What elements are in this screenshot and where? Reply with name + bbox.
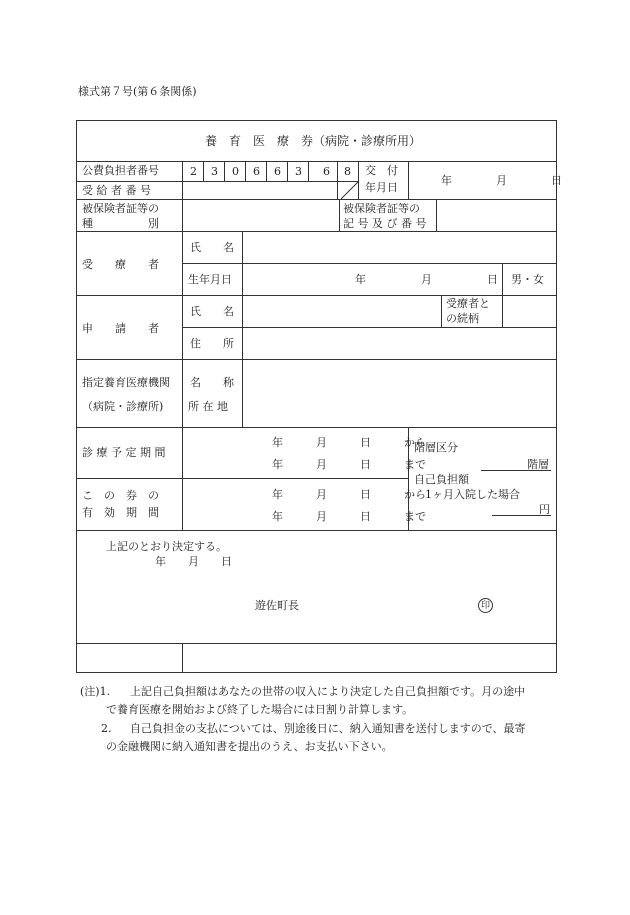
patient-section-label: 受 療 者 [82,258,159,271]
income-class-label: 階層区分 [414,441,458,454]
rule [287,161,288,181]
applicant-address-label: 住 所 [190,337,234,350]
birth-date-value: 年 月 日 [355,273,498,286]
note-2-text: の金融機関に納入通知書を提出のうえ、お支払い下さい。 [106,740,393,753]
self-burden-label: 自己負担額 [414,473,469,486]
note-1-text: 上記自己負担額はあなたの世帯の収入により決定した自己負担額です。月の途中 [130,685,526,698]
birth-date-label: 生年月日 [188,273,232,286]
treatment-period-from: 年 月 日 から [272,436,426,449]
document-title: 養 育 医 療 券（病院・診療所用） [205,134,422,148]
rule [76,199,557,200]
insurance-number-label: 被保険者証等の [343,202,420,215]
form-number-label: 様式第７号(第６条関係) [78,85,197,98]
rule [224,161,225,181]
rule [76,643,557,644]
rule [182,263,557,264]
payer-digit: 3 [295,165,302,178]
rule [339,199,340,231]
relationship-label: の続柄 [446,312,479,325]
validity-period-label: 有 効 期 間 [82,506,159,519]
rule [76,295,557,296]
rule [182,427,183,530]
institution-name-label: 名 称 [190,376,234,389]
seal-icon: 印 [478,598,493,613]
note-2-label: 2. [101,722,112,735]
institution-address-label: 所 在 地 [188,400,228,413]
applicant-name-label: 氏 名 [190,305,234,318]
income-class-blank [481,470,551,471]
decision-date: 年 月 日 [155,555,232,568]
validity-period-from: 年 月 日 から [272,488,426,501]
rule [308,161,309,181]
insurance-type-label: 種 別 [82,217,159,230]
rule [502,263,503,327]
rule [266,161,267,181]
note-1-label: (注)1. [80,685,111,698]
public-payer-number-label: 公費負担者番号 [82,164,159,177]
rule [182,327,557,328]
rule [76,427,557,428]
rule [182,231,183,427]
payer-digit: 6 [274,165,281,178]
amount-blank [492,515,551,516]
rule [182,199,183,231]
issuer-name: 遊佐町長 [255,599,299,612]
rule [408,161,409,199]
rule [245,161,246,181]
rule [203,161,204,181]
recipient-number-label: 受 給 者 番 号 [82,184,151,197]
rule [76,181,358,182]
validity-period-label: こ の 券 の [82,489,159,502]
insurance-number-label: 記 号 及 び 番 号 [343,217,427,230]
rule [182,161,183,199]
rule [76,359,557,360]
rule [76,231,557,232]
issue-date-label: 年月日 [365,181,398,194]
note-1-text: で養育医療を開始および終了した場合には日割り計算します。 [106,703,414,716]
rule [76,530,557,531]
treatment-period-label: 診 療 予 定 期 間 [82,446,166,459]
rule [436,199,437,231]
validity-period-to: 年 月 日 まで [272,510,426,523]
issue-date-value: 年 月 日 [441,174,562,187]
sex-field: 男・女 [511,273,544,286]
rule [76,161,557,162]
institution-section-label: （病院・診療所) [82,400,164,413]
rule [182,643,183,673]
rule [242,231,243,427]
applicant-section-label: 申 請 者 [82,322,159,335]
rule [441,295,442,327]
payer-digit: 6 [253,165,260,178]
institution-section-label: 指定養育医療機関 [82,376,170,389]
payer-digit: 6 [323,165,330,178]
decision-text: 上記のとおり決定する。 [106,540,227,553]
monthly-admission-label: 1ヶ月入院した場合 [425,488,520,501]
payer-digit: 3 [211,165,218,178]
issue-date-label: 交 付 [365,164,398,177]
rule [76,478,408,479]
rule [337,161,338,199]
yen-unit: 円 [539,503,550,516]
note-2-text: 自己負担金の支払については、別途後日に、納入通知書を送付しますので、最寄 [130,722,526,735]
treatment-period-to: 年 月 日 まで [272,458,426,471]
income-class-unit: 階層 [527,458,549,471]
payer-digit: 8 [344,165,351,178]
insurance-type-label: 被保険者証等の [82,202,159,215]
payer-digit: 0 [232,165,239,178]
relationship-label: 受療者と [446,297,490,310]
payer-digit: 2 [190,165,197,178]
patient-name-label: 氏 名 [190,241,234,254]
